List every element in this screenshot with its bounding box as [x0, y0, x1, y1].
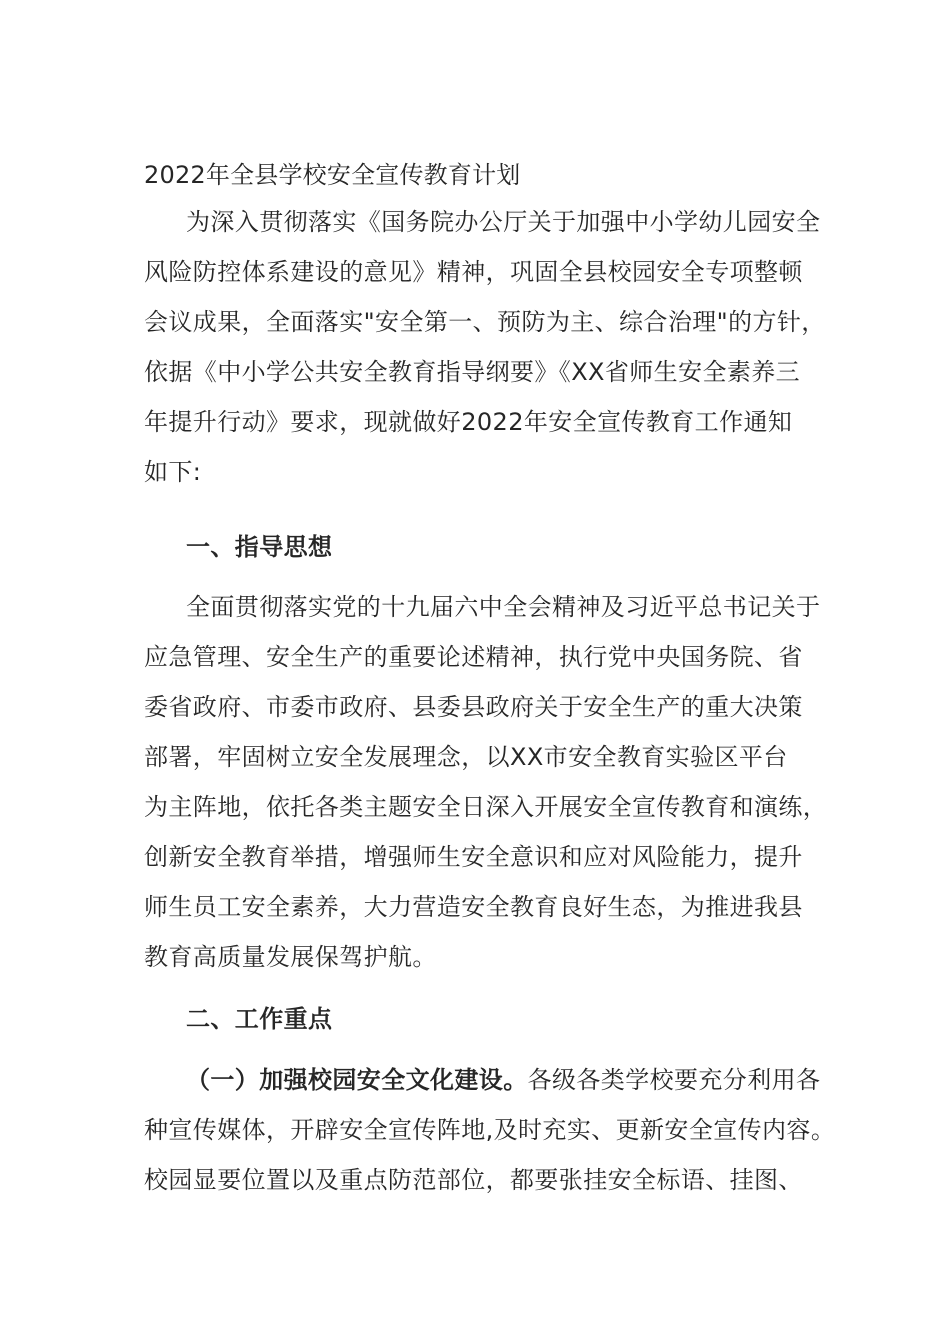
- document-title: 2022年全县学校安全宣传教育计划: [144, 161, 521, 189]
- intro-paragraph: [144, 197, 826, 497]
- section1-line: 创新安全教育举措，增强师生安全意识和应对风险能力，提升: [144, 843, 803, 871]
- intro-line: 为深入贯彻落实《国务院办公厅关于加强中小学幼儿园安全: [186, 208, 821, 236]
- section1-line: 应急管理、安全生产的重要论述精神，执行党中央国务院、省: [144, 643, 803, 671]
- section1-line: 为主阵地，依托各类主题安全日深入开展安全宣传教育和演练，: [144, 793, 828, 821]
- intro-line: 如下:: [144, 458, 202, 486]
- item1-first-line-rest: 各级各类学校要充分利用各: [527, 1066, 821, 1094]
- intro-line: 风险防控体系建设的意见》精神，巩固全县校园安全专项整顿: [144, 258, 803, 286]
- section2-heading: 二、工作重点: [186, 1005, 333, 1033]
- intro-line: 依据《中小学公共安全教育指导纲要》《XX省师生安全素养三: [144, 358, 801, 386]
- section2-item1-paragraph: [144, 1055, 836, 1205]
- section2-item1-line: 校园显要位置以及重点防范部位，都要张挂安全标语、挂图、: [144, 1166, 803, 1194]
- section1-line: 全面贯彻落实党的十九届六中全会精神及习近平总书记关于: [186, 593, 821, 621]
- section1-line: 教育高质量发展保驾护航。: [144, 943, 437, 971]
- item1-bold-lead: （一）加强校园安全文化建设。: [186, 1066, 528, 1094]
- section2-item1-line: 种宣传媒体，开辟安全宣传阵地,及时充实、更新安全宣传内容。: [144, 1116, 836, 1144]
- intro-line: 年提升行动》要求，现就做好2022年安全宣传教育工作通知: [144, 408, 793, 436]
- section1-line: 师生员工安全素养，大力营造安全教育良好生态，为推进我县: [144, 893, 803, 921]
- section2-item1-first-line: [144, 1055, 821, 1105]
- section1-line: 委省政府、市委市政府、县委县政府关于安全生产的重大决策: [144, 693, 803, 721]
- section1-paragraph: [144, 582, 828, 982]
- section1-heading: 一、指导思想: [186, 533, 333, 561]
- section1-line: 部署，牢固树立安全发展理念，以XX市安全教育实验区平台: [144, 743, 788, 771]
- intro-line: 会议成果，全面落实"安全第一、预防为主、综合治理"的方针，: [144, 308, 826, 336]
